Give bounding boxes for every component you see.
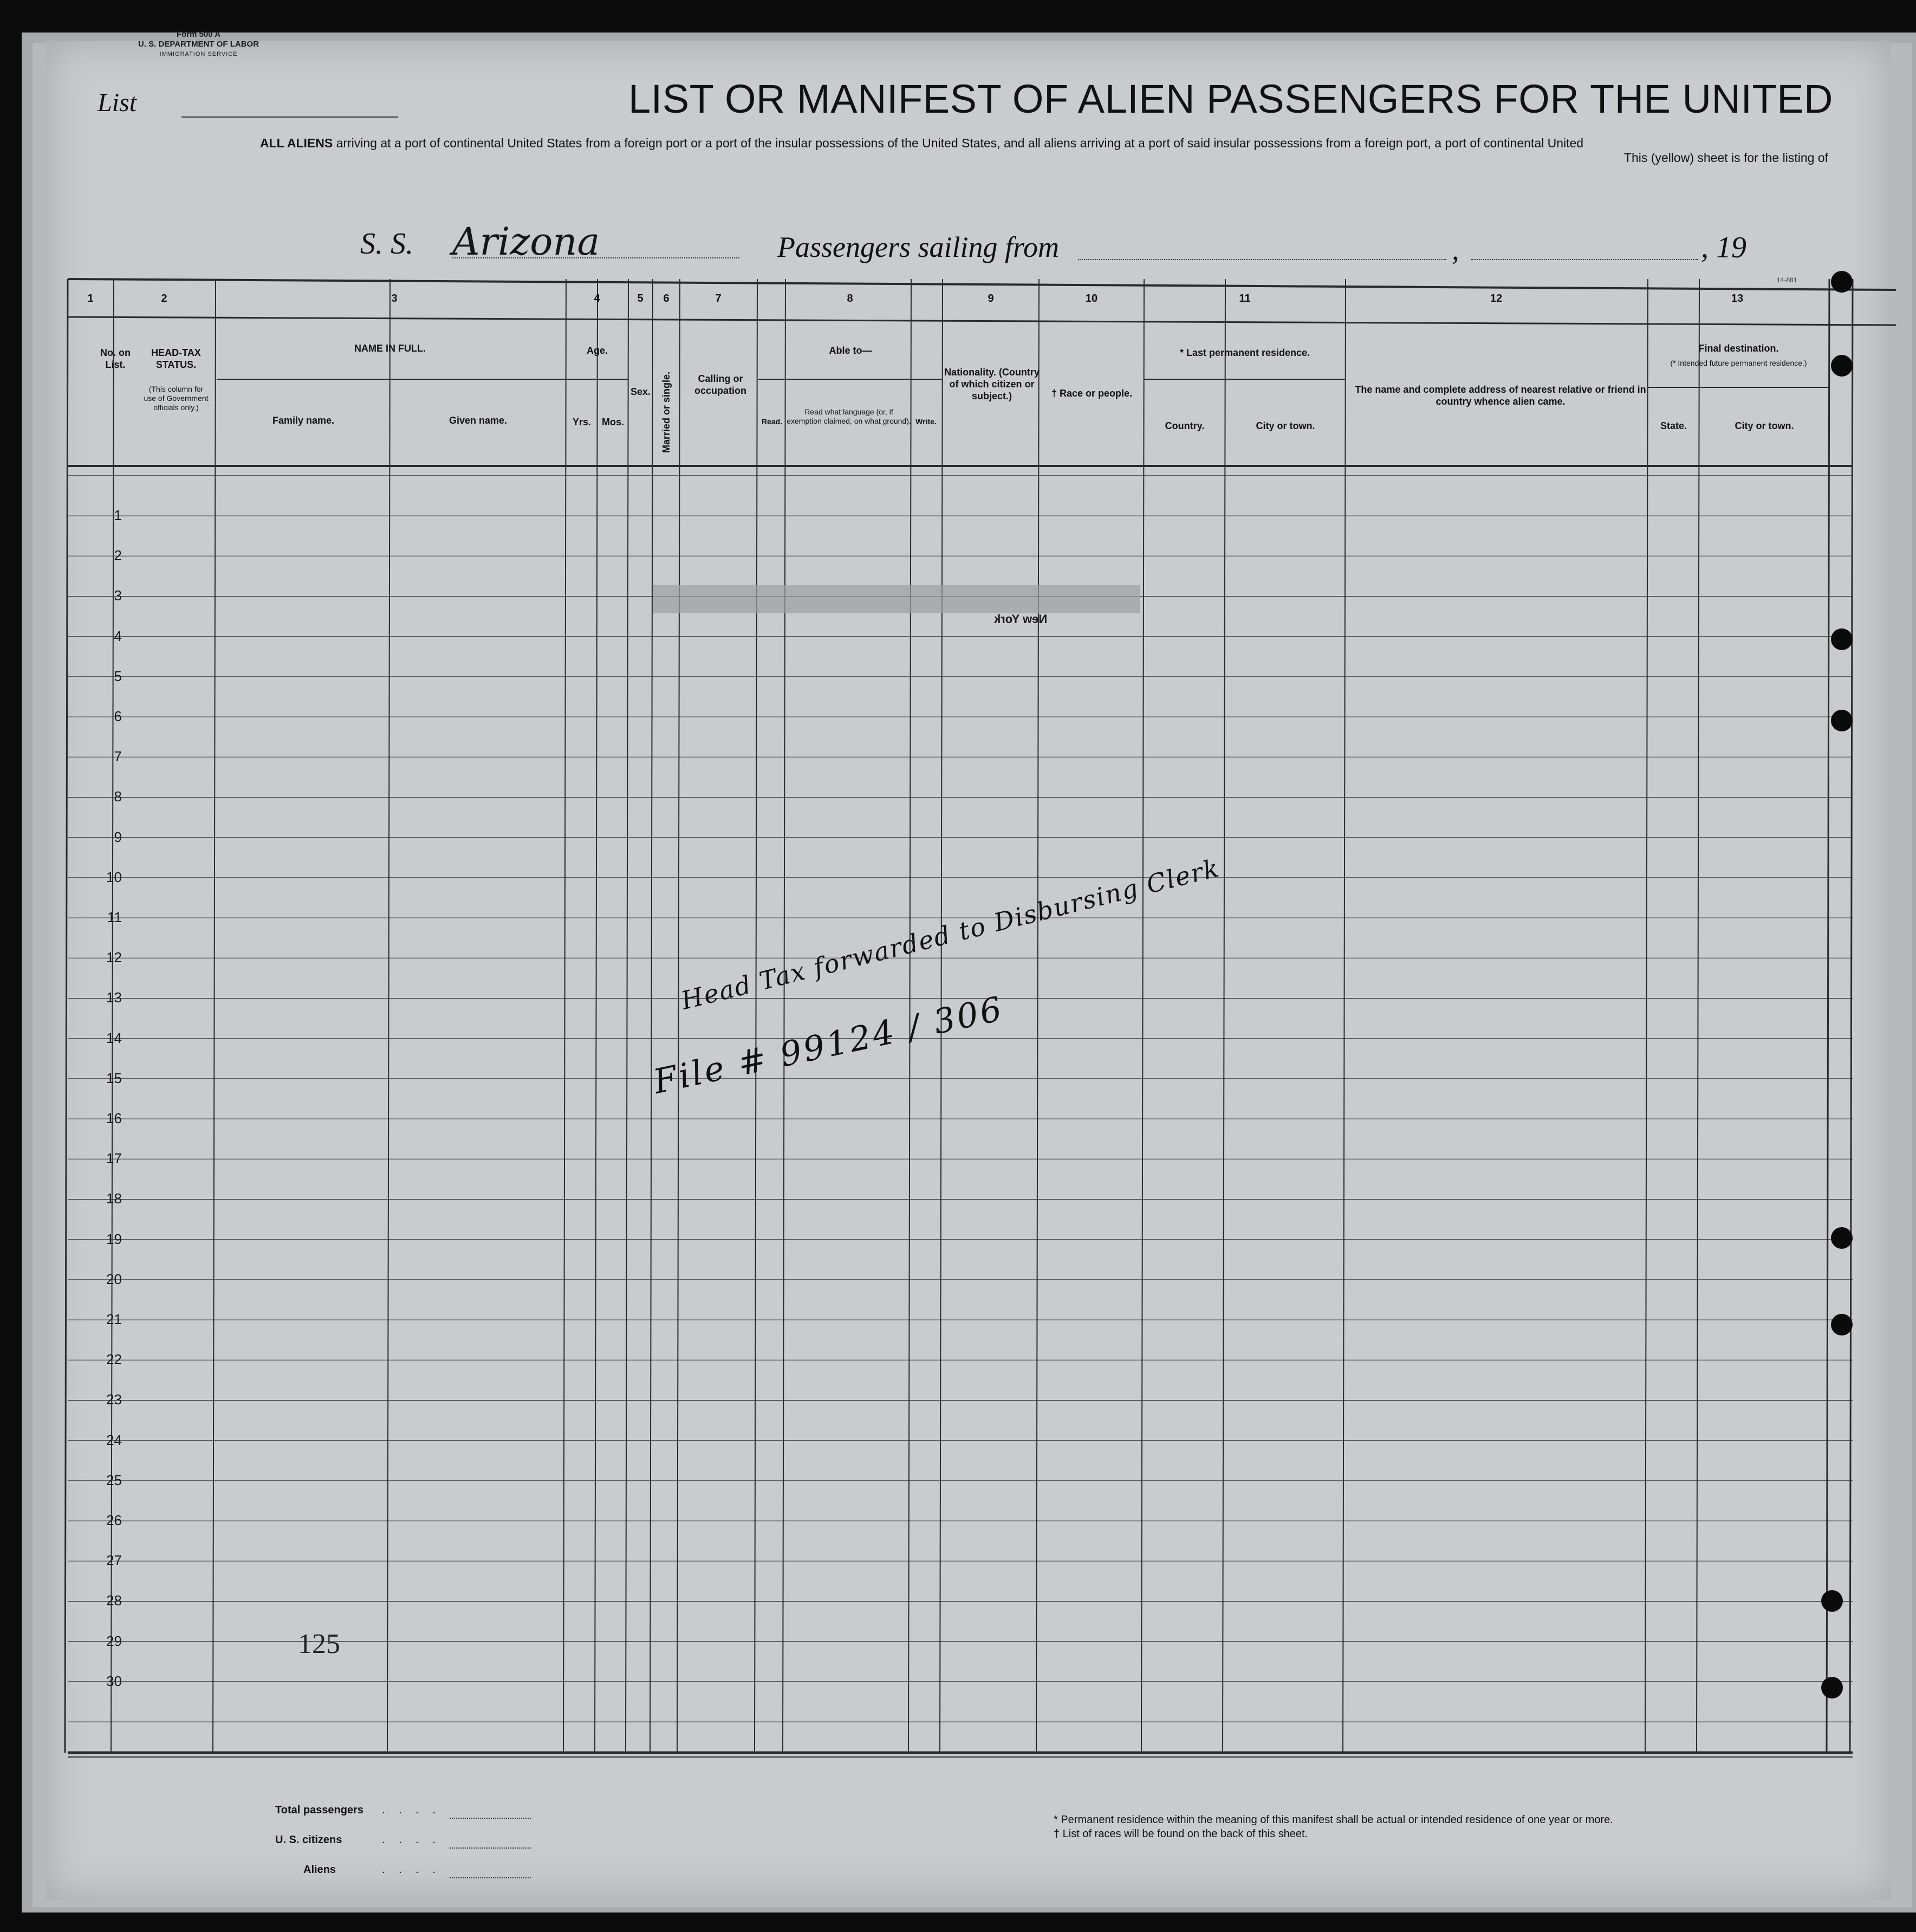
- grid-line: [755, 279, 757, 1753]
- row-number: 15: [106, 1069, 122, 1086]
- footer-us-citizens: U. S. citizens: [275, 1834, 342, 1846]
- header-calling: Calling or occupation: [694, 373, 746, 396]
- column-number: 6: [663, 293, 670, 304]
- footer-citizens-line: [450, 1847, 531, 1849]
- column-number: 4: [594, 293, 600, 304]
- punch-hole: [1831, 355, 1853, 377]
- grid-line: [650, 279, 653, 1753]
- ship-prefix: S. S.: [360, 227, 413, 261]
- row-number: 26: [106, 1512, 122, 1528]
- header-read: Read.: [761, 417, 783, 426]
- header-last-residence: * Last permanent residence.: [1179, 347, 1310, 358]
- row-number: 1: [114, 507, 122, 523]
- header-relative: The name and complete address of nearest relative or friend in country whence alien came.: [1355, 384, 1646, 407]
- row-number: 28: [106, 1592, 122, 1609]
- punch-hole: [1821, 1590, 1843, 1612]
- sailing-label: Passengers sailing from: [777, 231, 1060, 263]
- row-number: 2: [114, 547, 122, 564]
- sailing-comma: ,: [1452, 234, 1459, 266]
- column-number: 13: [1731, 293, 1744, 304]
- grid-line: [68, 317, 1896, 325]
- footer-dots-1: . . . .: [382, 1804, 441, 1816]
- subtitle-bold: ALL ALIENS: [260, 136, 333, 150]
- row-number: 4: [114, 627, 122, 644]
- column-number: 10: [1085, 293, 1098, 304]
- row-number: 14: [106, 1029, 122, 1046]
- row-number: 7: [114, 748, 122, 765]
- row-number: 21: [106, 1311, 122, 1327]
- column-number: 9: [988, 293, 994, 304]
- form-number: Form 500 A: [176, 30, 221, 39]
- column-number: 3: [391, 293, 398, 304]
- punch-hole: [1831, 628, 1853, 650]
- row-number: 13: [106, 989, 122, 1006]
- row-number: 8: [114, 788, 122, 805]
- row-number: 30: [106, 1672, 122, 1689]
- header-sex: Sex.: [630, 386, 651, 397]
- header-city-town-2: City or town.: [1735, 420, 1794, 431]
- punch-hole: [1831, 1227, 1853, 1249]
- row-number: 11: [107, 909, 122, 925]
- margin-number: 125: [298, 1629, 340, 1659]
- grid-line: [1036, 279, 1039, 1753]
- row-number: 12: [106, 949, 122, 966]
- list-label: List: [98, 88, 137, 117]
- header-no-on-list: No. on List.: [100, 347, 131, 370]
- row-number: 24: [106, 1431, 122, 1448]
- grid-line: [1141, 279, 1144, 1753]
- row-number: 17: [106, 1150, 122, 1167]
- header-state: State.: [1660, 420, 1687, 431]
- form-code: 14-881: [1777, 276, 1797, 284]
- header-city-town: City or town.: [1256, 420, 1315, 431]
- punch-hole: [1831, 1314, 1853, 1335]
- ship-name-handwritten: Arizona: [452, 219, 600, 264]
- grid-line: [1850, 279, 1853, 1753]
- row-number: 20: [106, 1270, 122, 1287]
- row-number: 5: [114, 667, 122, 684]
- header-name-in-full: NAME IN FULL.: [354, 343, 426, 354]
- footer-aliens-line: [450, 1877, 531, 1878]
- header-given-name: Given name.: [449, 415, 508, 426]
- footer-dots-2: . . . .: [382, 1834, 441, 1846]
- header-able-to: Able to—: [829, 345, 872, 356]
- grid-line: [68, 279, 1896, 290]
- handwritten-note-head-tax: Head Tax forwarded to Disbursing Clerk: [678, 853, 1223, 1015]
- form-department: U. S. DEPARTMENT OF LABOR: [138, 40, 259, 49]
- grid-line: [677, 279, 680, 1753]
- grid-line: [387, 279, 390, 1753]
- row-number: 25: [106, 1471, 122, 1488]
- punch-hole: [1831, 710, 1853, 731]
- row-number: 27: [106, 1552, 122, 1569]
- faded-stamp: [653, 585, 1140, 613]
- header-head-tax-note: (This column for use of Government officials only.): [144, 385, 209, 412]
- row-number: 10: [106, 868, 122, 885]
- header-married: Married or single.: [661, 371, 672, 453]
- subtitle-sheet-note: This (yellow) sheet is for the listing of: [1623, 151, 1828, 165]
- grid-line: [1343, 279, 1346, 1753]
- column-number: 2: [161, 293, 167, 304]
- footer-aliens: Aliens: [303, 1864, 336, 1876]
- footnote-races: † List of races will be found on the back of this sheet.: [1054, 1828, 1308, 1840]
- grid-line: [213, 279, 216, 1753]
- row-number: 16: [106, 1110, 122, 1126]
- header-mos: Mos.: [601, 417, 624, 427]
- sailing-year: , 19: [1701, 231, 1746, 264]
- row-number: 19: [106, 1230, 122, 1247]
- header-race: † Race or people.: [1051, 388, 1133, 399]
- header-yrs: Yrs.: [572, 417, 592, 427]
- column-number: 5: [637, 293, 644, 304]
- header-final-destination: Final destination.: [1698, 343, 1779, 354]
- header-country: Country.: [1165, 420, 1205, 431]
- column-number: 7: [715, 293, 722, 304]
- form-service: IMMIGRATION SERVICE: [159, 51, 238, 57]
- column-number: 1: [87, 293, 94, 304]
- row-number: 29: [106, 1632, 122, 1649]
- grid-line: [1697, 279, 1699, 1753]
- grid-line: [1223, 279, 1225, 1753]
- handwritten-note-file: File # 99124 / 306: [650, 988, 1008, 1101]
- header-read-language: Read what language (or, if exemption claimed, on what ground).: [787, 407, 911, 425]
- punch-hole: [1821, 1677, 1843, 1698]
- footnote-permanent-residence: * Permanent residence within the meaning of this manifest shall be actual or intended residence of one year or more.: [1054, 1814, 1613, 1826]
- footer-total-line: [450, 1818, 531, 1819]
- punch-hole: [1831, 271, 1853, 293]
- column-number: 12: [1490, 293, 1503, 304]
- header-age: Age.: [586, 345, 608, 356]
- row-number: 18: [106, 1190, 122, 1207]
- header-family-name: Family name.: [272, 415, 335, 426]
- grid-line: [783, 279, 785, 1753]
- column-number: 11: [1239, 293, 1251, 304]
- subtitle-text: arriving at a port of continental United States from a foreign port or a port of the insular possessions of the United States, and all aliens arriving at a port of said insular possessions from a foreign port, a port of continental United: [336, 136, 1584, 150]
- header-write: Write.: [915, 417, 937, 426]
- header-nationality: Nationality. (Country of which citizen or subject.): [944, 367, 1040, 401]
- grid-line: [65, 279, 68, 1753]
- footer-total-passengers: Total passengers: [275, 1804, 364, 1816]
- grid-line: [111, 279, 114, 1753]
- row-number: 3: [114, 587, 122, 604]
- stamp-text: New York: [994, 612, 1048, 626]
- header-final-destination-note: (* Intended future permanent residence.): [1670, 359, 1807, 367]
- row-number: 22: [106, 1351, 122, 1368]
- row-number: 23: [106, 1391, 122, 1408]
- grid-line: [626, 279, 628, 1753]
- grid-line: [595, 279, 597, 1753]
- grid-line: [563, 279, 566, 1753]
- page-title: LIST OR MANIFEST OF ALIEN PASSENGERS FOR THE UNITED: [628, 76, 1834, 121]
- header-head-tax: HEAD-TAX STATUS.: [151, 347, 201, 370]
- row-number: 6: [114, 708, 122, 724]
- column-number: 8: [847, 293, 853, 304]
- row-number: 9: [114, 828, 122, 845]
- grid-line: [1827, 279, 1829, 1753]
- footer-dots-3: . . . .: [382, 1864, 441, 1876]
- grid-line: [1645, 279, 1648, 1753]
